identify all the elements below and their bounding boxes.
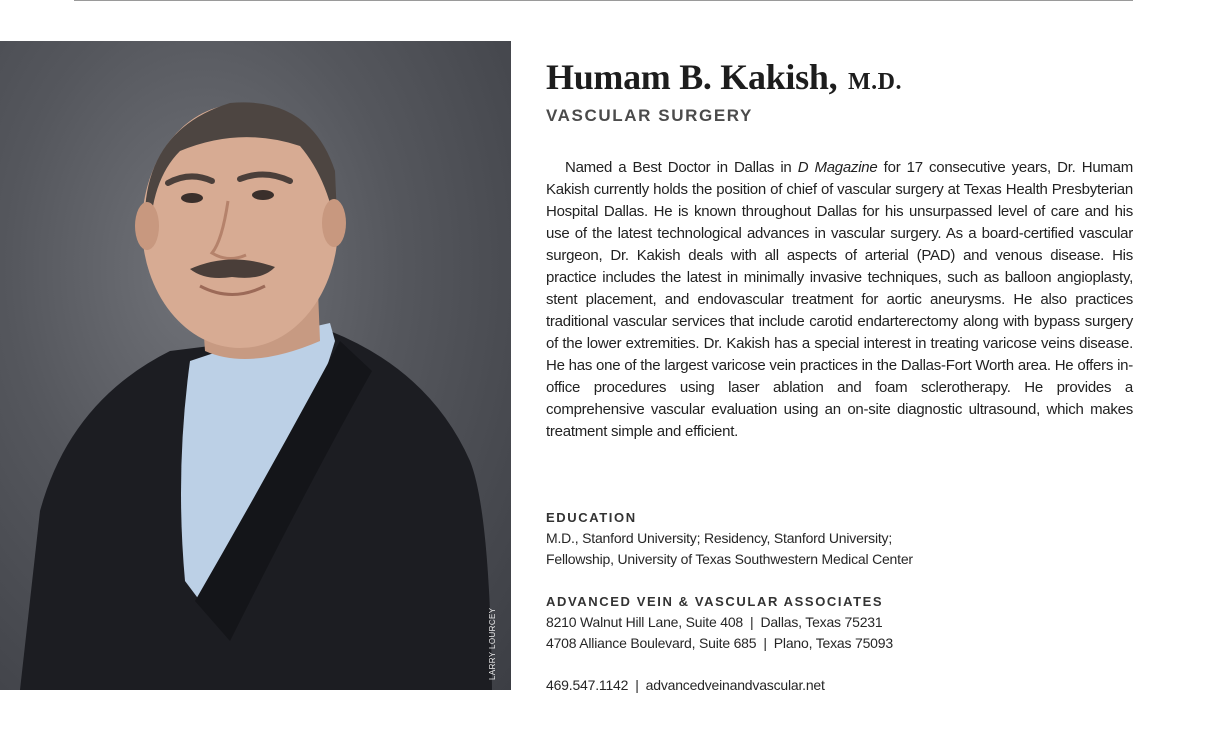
practice-section [546, 592, 893, 654]
location-city: Plano, Texas 75093 [773, 635, 893, 651]
location-city: Dallas, Texas 75231 [760, 614, 883, 630]
doctor-name [546, 55, 1133, 104]
doctor-name-text: Humam B. Kakish, [546, 57, 838, 97]
location-street: 8210 Walnut Hill Lane, Suite 408 [546, 614, 743, 630]
bio-rest: for 17 consecutive years, Dr. Humam Kakish currently holds the position of chief of vascular surgery at Texas Health Presbyterian Hospital Dallas. He is known throughout Dallas for his unsurpassed level of care and his use of the latest technological advances in vascular surgery. As a board-certified vascular surgeon, Dr. Kakish deals with all aspects of arterial (PAD) and venous disease. His practice includes the latest in minimally invasive techniques, such as balloon angioplasty, stent placement, and endovascular treatment for aortic aneurysms. He also practices traditional vascular services that include carotid endarterectomy along with bypass surgery of the lower extremities. Dr. Kakish has a special interest in treating varicose veins disease. He has one of the largest varicose vein practices in the Dallas-Fort Worth area. He offers in-office procedures using laser ablation and foam sclerotherapy. He provides a comprehensive vascular evaluation using an on-site diagnostic ultrasound, which makes treatment simple and efficient. [546, 159, 1133, 440]
credential: M.D. [847, 69, 902, 95]
doctor-portrait [0, 41, 511, 690]
separator: | [750, 614, 754, 630]
education-line: M.D., Stanford University; Residency, Stanford University; [546, 530, 893, 546]
location-street: 4708 Alliance Boulevard, Suite 685 [546, 635, 757, 651]
profile-content [546, 55, 1133, 443]
top-divider [74, 0, 1133, 1]
website-link[interactable]: advancedveinandvascular.net [645, 677, 825, 693]
practice-heading: ADVANCED VEIN & VASCULAR ASSOCIATES [546, 594, 884, 609]
bio-lead: Named a Best Doctor in Dallas in [565, 159, 798, 176]
separator: | [763, 635, 767, 651]
contact-text [546, 675, 825, 696]
phone-number[interactable]: 469.547.1142 [546, 677, 629, 693]
biography [546, 157, 1133, 443]
separator: | [635, 677, 639, 693]
practice-location [546, 612, 893, 633]
bio-publication: D Magazine [797, 159, 878, 176]
education-heading: EDUCATION [546, 510, 637, 525]
education-line: Fellowship, University of Texas Southwestern Medical Center [546, 551, 913, 567]
education-section [546, 508, 913, 570]
contact-line [546, 675, 825, 696]
photo-credit: LARRY LOURCEY [488, 607, 497, 680]
practice-location [546, 633, 893, 654]
specialty: VASCULAR SURGERY [546, 106, 753, 125]
